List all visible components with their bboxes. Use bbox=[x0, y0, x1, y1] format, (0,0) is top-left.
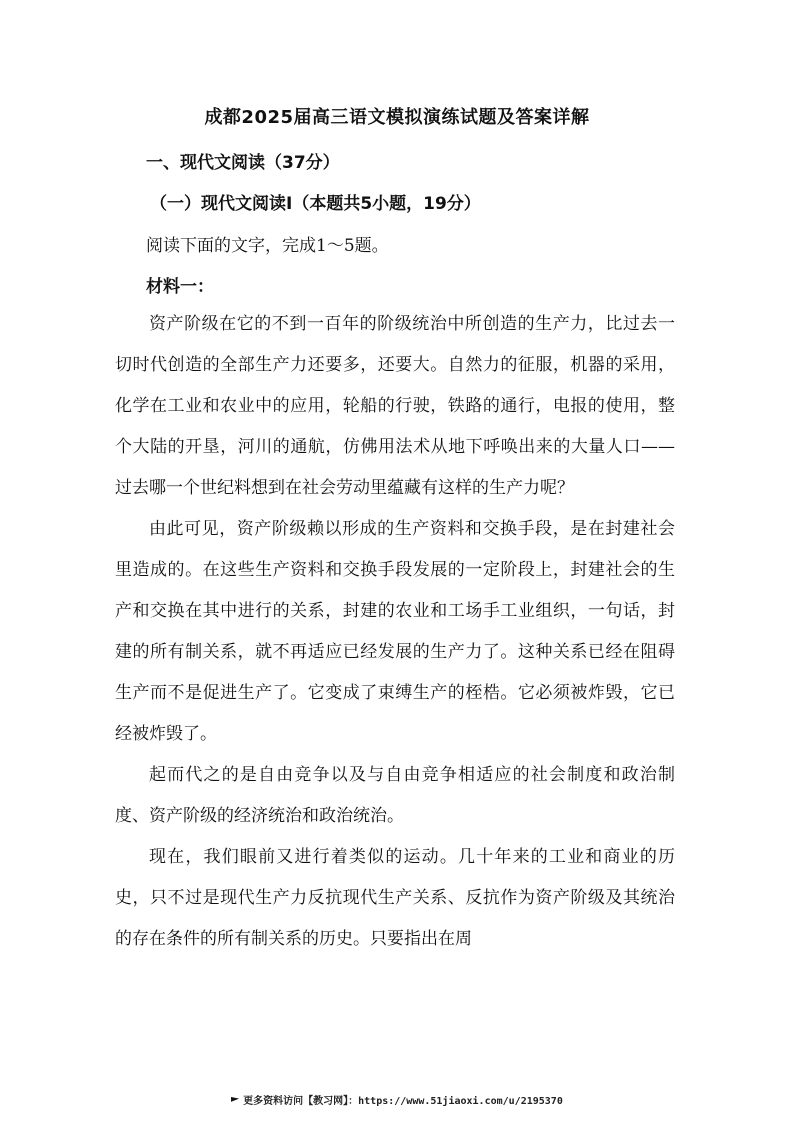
reading-passage bbox=[115, 304, 675, 960]
material-label: 材料一： bbox=[146, 277, 214, 297]
subsection-heading: （一）现代文阅读Ⅰ（本题共5小题，19分） bbox=[150, 194, 481, 214]
section-heading: 一、现代文阅读（37分） bbox=[146, 153, 340, 173]
paragraph: 由此可见，资产阶级赖以形成的生产资料和交换手段，是在封建社会里造成的。在这些生产资料和交换手段发展的一定阶段上，封建社会的生产和交换在其中进行的关系，封建的农业和工场手工业组织，一句话，封建的所有制关系，就不再适应已经发展的生产力了。这种关系已经在阻碍生产而不是促进生产了。它变成了束缚生产的桎梏。它必须被炸毁，它已经被炸毁了。 bbox=[115, 519, 675, 744]
paragraph: 现在，我们眼前又进行着类似的运动。几十年来的工业和商业的历史，只不过是现代生产力反抗现代生产关系、反抗作为资产阶级及其统治的存在条件的所有制关系的历史。只要指出在周 bbox=[115, 847, 675, 949]
flag-icon bbox=[231, 1097, 239, 1105]
footer-text[interactable]: 更多资料访问【教习网】：https://www.51jiaoxi.com/u/2195370 bbox=[243, 1096, 563, 1107]
paragraph: 起而代之的是自由竞争以及与自由竞争相适应的社会制度和政治制度、资产阶级的经济统治和政治统治。 bbox=[115, 765, 675, 826]
footer-link[interactable] bbox=[0, 1092, 794, 1107]
instruction-text: 阅读下面的文字，完成1～5题。 bbox=[146, 236, 389, 256]
document-title: 成都2025届高三语文模拟演练试题及答案详解 bbox=[204, 107, 590, 128]
paragraph: 资产阶级在它的不到一百年的阶级统治中所创造的生产力，比过去一切时代创造的全部生产力还要多，还要大。自然力的征服，机器的采用，化学在工业和农业中的应用，轮船的行驶，铁路的通行，电报的使用，整个大陆的开垦，河川的通航，仿佛用法术从地下呼唤出来的大量人口——过去哪一个世纪料想到在社会劳动里蕴藏有这样的生产力呢？ bbox=[115, 314, 675, 498]
